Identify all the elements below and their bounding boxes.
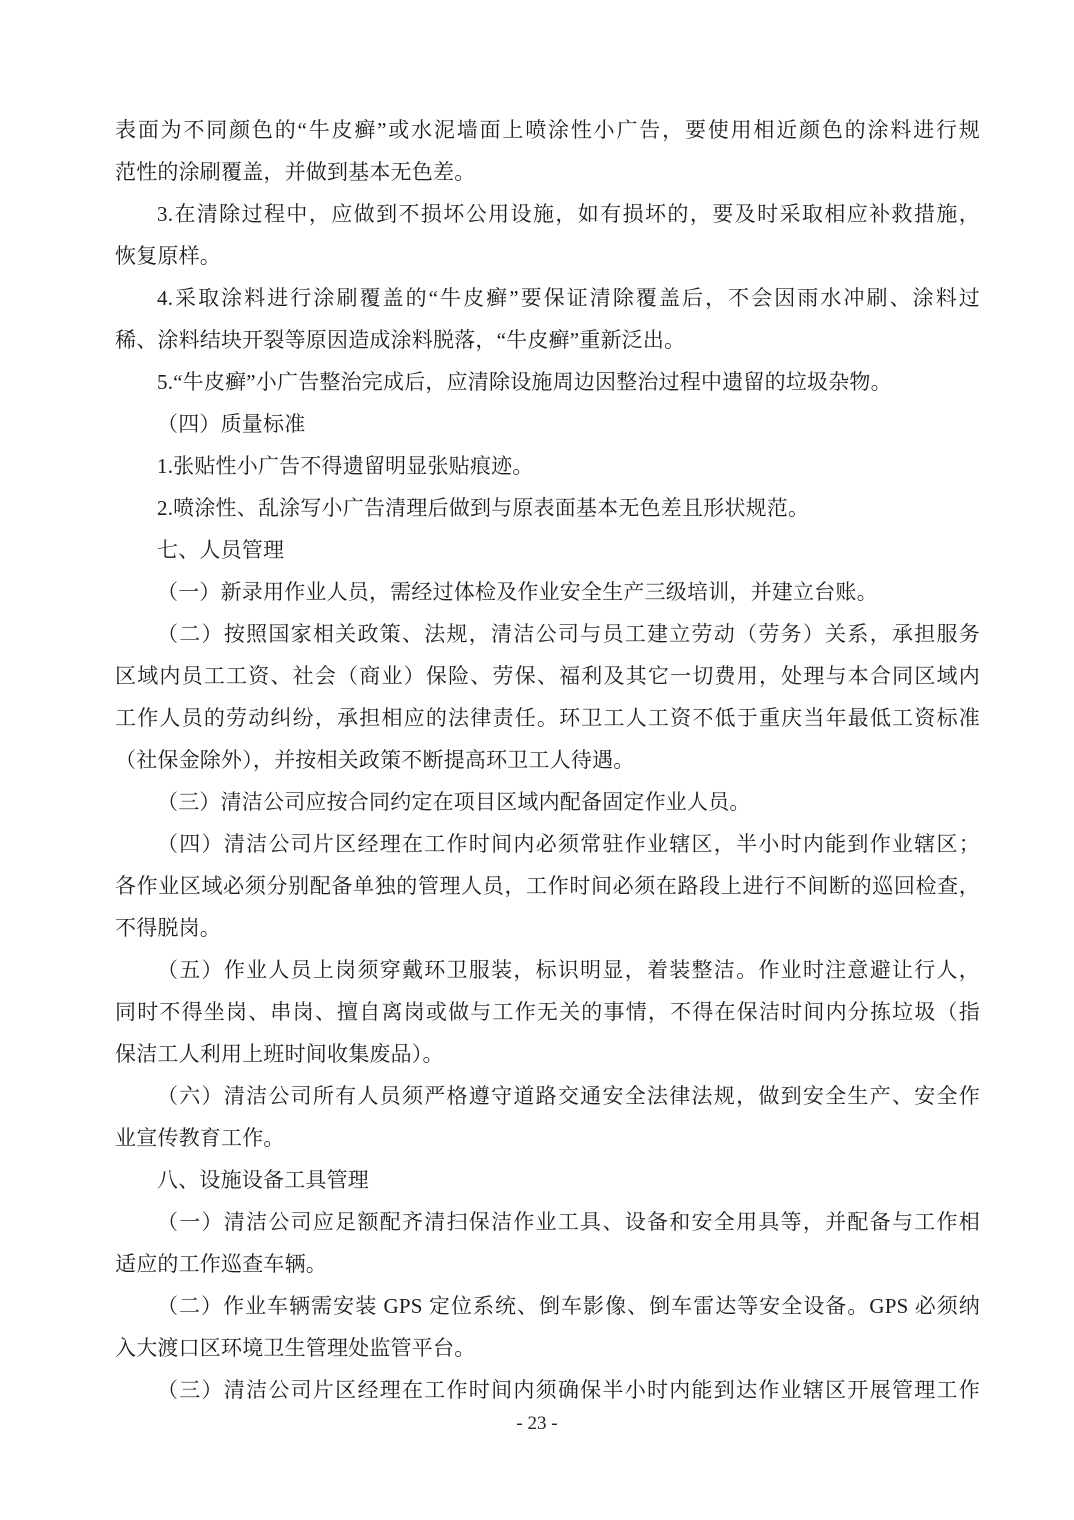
- text-line: 范性的涂刷覆盖，并做到基本无色差。: [115, 160, 476, 184]
- text-line: （四）清洁公司片区经理在工作时间内必须常驻作业辖区，半小时内能到作业辖区；: [157, 832, 980, 856]
- text-line: 工作人员的劳动纠纷，承担相应的法律责任。环卫工人工资不低于重庆当年最低工资标准: [115, 706, 980, 730]
- text-line: 保洁工人利用上班时间收集废品）。: [115, 1042, 444, 1066]
- text-line: 七、人员管理: [157, 538, 285, 562]
- text-line: 2.喷涂性、乱涂写小广告清理后做到与原表面基本无色差且形状规范。: [157, 496, 810, 520]
- text-line: 入大渡口区环境卫生管理处监管平台。: [115, 1336, 476, 1360]
- text-line: （一）清洁公司应足额配齐清扫保洁作业工具、设备和安全用具等，并配备与工作相: [157, 1210, 980, 1234]
- text-line: （三）清洁公司片区经理在工作时间内须确保半小时内能到达作业辖区开展管理工作: [157, 1378, 980, 1402]
- document-body: [115, 109, 980, 1411]
- text-line: （一）新录用作业人员，需经过体检及作业安全生产三级培训，并建立台账。: [157, 580, 878, 604]
- text-line: （六）清洁公司所有人员须严格遵守道路交通安全法律法规，做到安全生产、安全作: [157, 1084, 980, 1108]
- text-line: （三）清洁公司应按合同约定在项目区域内配备固定作业人员。: [157, 790, 751, 814]
- text-line: 同时不得坐岗、串岗、擅自离岗或做与工作无关的事情，不得在保洁时间内分拣垃圾（指: [115, 1000, 980, 1024]
- text-line: 区域内员工工资、社会（商业）保险、劳保、福利及其它一切费用，处理与本合同区域内: [115, 664, 980, 688]
- text-line: 适应的工作巡查车辆。: [115, 1252, 327, 1276]
- text-line: 各作业区域必须分别配备单独的管理人员，工作时间必须在路段上进行不间断的巡回检查，: [115, 874, 980, 898]
- text-line: （社保金除外），并按相关政策不断提高环卫工人待遇。: [115, 748, 635, 772]
- page-number: - 23 -: [516, 1413, 558, 1434]
- text-line: （二）按照国家相关政策、法规，清洁公司与员工建立劳动（劳务）关系，承担服务: [157, 622, 980, 646]
- text-line: 八、设施设备工具管理: [157, 1168, 369, 1192]
- text-line: （四）质量标准: [157, 412, 306, 436]
- text-line: 4.采取涂料进行涂刷覆盖的“牛皮癣”要保证清除覆盖后，不会因雨水冲刷、涂料过: [157, 286, 980, 310]
- text-line: （二）作业车辆需安装 GPS 定位系统、倒车影像、倒车雷达等安全设备。GPS 必须纳: [157, 1294, 980, 1318]
- text-line: 业宣传教育工作。: [115, 1126, 285, 1150]
- text-line: 表面为不同颜色的“牛皮癣”或水泥墙面上喷涂性小广告，要使用相近颜色的涂料进行规: [115, 118, 980, 142]
- text-line: 3.在清除过程中，应做到不损坏公用设施，如有损坏的，要及时采取相应补救措施，: [157, 202, 980, 226]
- text-line: （五）作业人员上岗须穿戴环卫服装，标识明显，着装整洁。作业时注意避让行人，: [157, 958, 980, 982]
- text-line: 稀、涂料结块开裂等原因造成涂料脱落，“牛皮癣”重新泛出。: [115, 328, 686, 352]
- text-line: 5.“牛皮癣”小广告整治完成后，应清除设施周边因整治过程中遗留的垃圾杂物。: [157, 370, 892, 394]
- text-line: 不得脱岗。: [115, 916, 221, 940]
- text-line: 恢复原样。: [115, 244, 221, 268]
- text-line: 1.张贴性小广告不得遗留明显张贴痕迹。: [157, 454, 534, 478]
